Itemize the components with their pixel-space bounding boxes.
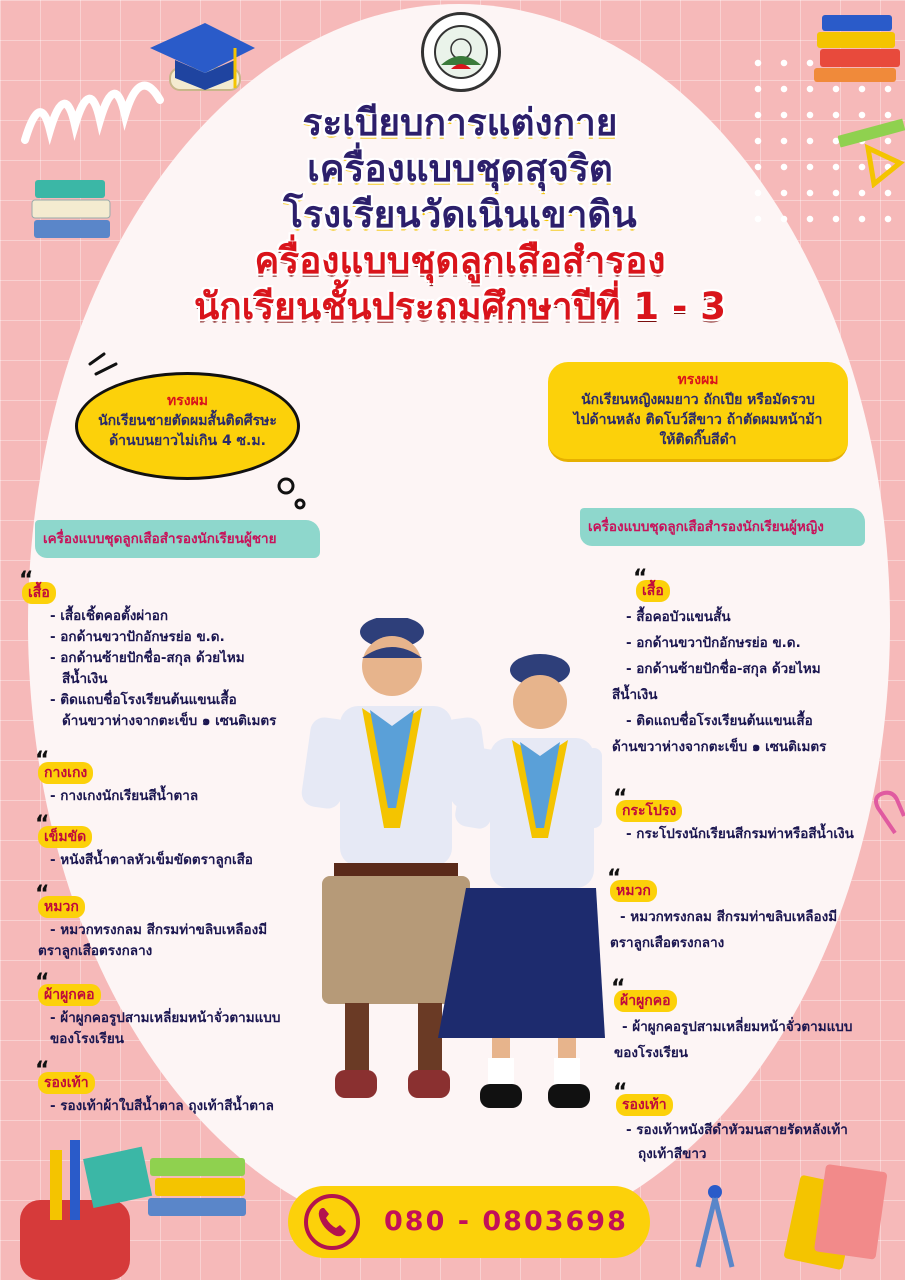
boys-hair-heading: ทรงผม xyxy=(166,393,208,409)
list-item: สีน้ำเงิน xyxy=(612,687,658,703)
phone-icon xyxy=(304,1194,360,1250)
girls-shirt-tag: “ เสื้อ xyxy=(636,580,670,602)
ruler-icon xyxy=(838,118,905,188)
school-logo xyxy=(421,12,501,92)
boys-shoes-section xyxy=(38,1072,274,1117)
girls-scarf-tag: “ ผ้าผูกคอ xyxy=(614,990,677,1012)
boys-shirt-section xyxy=(22,582,276,732)
list-item: - เสื้อเชิ้ตคอตั้งผ่าอก xyxy=(50,608,169,624)
girls-hair-line-1: นักเรียนหญิงผมยาว ถักเปีย หรือมัดรวบ xyxy=(581,392,815,408)
boys-scarf-section xyxy=(38,984,280,1050)
boys-pants-section xyxy=(38,762,198,807)
girls-skirt-tag: “ กระโปรง xyxy=(616,800,682,822)
list-item: - หมวกทรงกลม สีกรมท่าขลิบเหลืองมี xyxy=(620,909,838,925)
boys-belt-section xyxy=(38,826,253,871)
list-item: - ติดแถบชื่อโรงเรียนต้นแขนเสื้อ xyxy=(50,692,237,708)
list-item: ตราลูกเสือตรงกลาง xyxy=(610,935,725,951)
girls-hair-heading: ทรงผม xyxy=(677,372,719,388)
list-item: - กระโปรงนักเรียนสีกรมท่าหรือสีน้ำเงิน xyxy=(626,826,854,842)
compass-icon xyxy=(690,1182,740,1272)
girls-hat-tag: “ หมวก xyxy=(610,880,657,902)
list-item: - ผ้าผูกคอรูปสามเหลี่ยมหน้าจั่วตามแบบ xyxy=(50,1010,281,1026)
list-item: - กางเกงนักเรียนสีน้ำตาล xyxy=(50,788,199,804)
list-item: ของโรงเรียน xyxy=(50,1031,125,1047)
boys-hat-tag: “ หมวก xyxy=(38,896,85,918)
notebooks-icon xyxy=(782,1160,892,1275)
title-line-1: ระเบียบการแต่งกาย xyxy=(302,101,618,144)
school-supplies-icon xyxy=(10,1140,250,1280)
boys-hat-section xyxy=(38,896,267,962)
girls-hair-line-3: ให้ติดกิ๊บสีดำ xyxy=(659,432,737,448)
list-item: - อกด้านซ้ายปักชื่อ-สกุล ด้วยไหม xyxy=(50,650,245,666)
title-line-5: นักเรียนชั้นประถมศึกษาปีที่ 1 - 3 xyxy=(193,285,727,328)
list-item: ด้านขวาห่างจากตะเข็บ ๑ เซนติเมตร xyxy=(612,739,827,755)
girls-shirt-section xyxy=(612,580,826,760)
sparkle-lines-icon xyxy=(86,350,126,380)
students-uniform-photo xyxy=(300,618,605,1138)
book-stack-icon xyxy=(812,10,902,85)
girls-shoes-tag: “ รองเท้า xyxy=(616,1094,673,1116)
list-item: - รองเท้าผ้าใบสีน้ำตาล ถุงเท้าสีน้ำตาล xyxy=(50,1098,274,1114)
girls-shoes-section xyxy=(616,1094,848,1166)
contact-phone-box xyxy=(288,1186,650,1258)
list-item: ของโรงเรียน xyxy=(614,1045,689,1061)
list-item: - สื้อคอบัวแขนสั้น xyxy=(626,609,731,625)
list-item: ถุงเท้าสีขาว xyxy=(638,1146,707,1162)
boys-belt-tag: “ เข็มขัด xyxy=(38,826,92,848)
list-item: ด้านขวาห่างจากตะเข็บ ๑ เซนติเมตร xyxy=(62,713,277,729)
girls-uniform-banner: เครื่องแบบชุดลูกเสือสำรองนักเรียนผู้หญิง xyxy=(580,508,865,546)
girls-scarf-section xyxy=(614,990,852,1066)
list-item: - ติดแถบชื่อโรงเรียนต้นแขนเสื้อ xyxy=(626,713,813,729)
list-item: - อกด้านขวาปักอักษรย่อ ข.ด. xyxy=(50,629,225,645)
girls-skirt-section xyxy=(616,800,854,845)
girls-hair-line-2: ไปด้านหลัง ติดโบว์สีขาว ถ้าตัดผมหน้าม้า xyxy=(573,412,823,428)
boys-uniform-banner: เครื่องแบบชุดลูกเสือสำรองนักเรียนผู้ชาย xyxy=(35,520,320,558)
graduation-cap-icon xyxy=(140,18,260,108)
boys-hair-box xyxy=(75,372,300,480)
paperclip-icon xyxy=(870,788,905,838)
girls-hair-box xyxy=(548,362,848,462)
contact-phone-number: 080 - 0803698 xyxy=(384,1206,628,1237)
list-item: สีน้ำเงิน xyxy=(62,671,108,687)
list-item: - ผ้าผูกคอรูปสามเหลี่ยมหน้าจั่วตามแบบ xyxy=(622,1019,853,1035)
title-block xyxy=(100,100,820,330)
title-line-2: เครื่องแบบชุดสุจริต xyxy=(307,147,613,190)
list-item: - อกด้านซ้ายปักชื่อ-สกุล ด้วยไหม xyxy=(626,661,821,677)
girls-hat-section xyxy=(610,880,837,956)
boys-shirt-tag: “ เสื้อ xyxy=(22,582,56,604)
boys-scarf-tag: “ ผ้าผูกคอ xyxy=(38,984,101,1006)
title-line-3: โรงเรียนวัดเนินเขาดิน xyxy=(283,193,637,236)
boys-hair-line-2: ด้านบนยาวไม่เกิน 4 ซ.ม. xyxy=(109,433,266,449)
boys-hair-line-1: นักเรียนชายตัดผมสั้นติดศีรษะ xyxy=(98,413,277,429)
bubbles-icon xyxy=(268,470,308,515)
list-item: - หนังสีน้ำตาลหัวเข็มขัดตราลูกเสือ xyxy=(50,852,253,868)
list-item: - อกด้านขวาปักอักษรย่อ ข.ด. xyxy=(626,635,801,651)
boys-shoes-tag: “ รองเท้า xyxy=(38,1072,95,1094)
boys-pants-tag: “ กางเกง xyxy=(38,762,93,784)
list-item: - รองเท้าหนังสีดำหัวมนสายรัดหลังเท้า xyxy=(626,1122,848,1138)
list-item: - หมวกทรงกลม สีกรมท่าขลิบเหลืองมี xyxy=(50,922,268,938)
school-seal-icon xyxy=(434,25,488,79)
list-item: ตราลูกเสือตรงกลาง xyxy=(38,943,153,959)
title-line-4: ครื่องแบบชุดลูกเสือสำรอง xyxy=(254,239,666,282)
